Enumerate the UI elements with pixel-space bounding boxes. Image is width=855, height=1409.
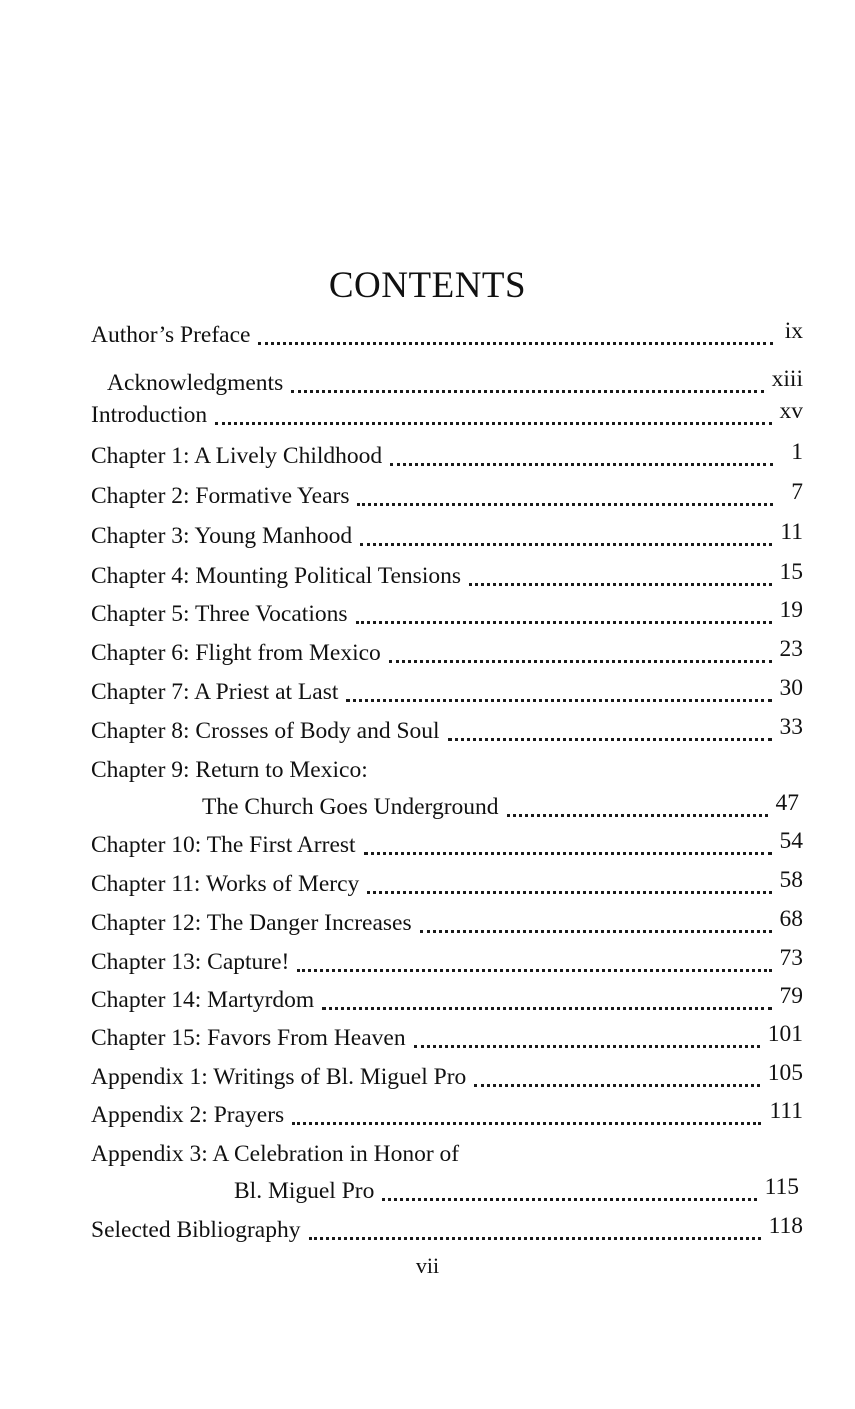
entry-page-number: 101 bbox=[767, 1021, 803, 1047]
toc-entry-chapter-12 bbox=[91, 904, 803, 938]
dot-leader bbox=[356, 607, 772, 624]
entry-title: Chapter 5: Three Vocations bbox=[91, 601, 348, 627]
toc-entry-chapter-5 bbox=[91, 595, 803, 629]
entry-title: Chapter 12: The Danger Increases bbox=[91, 910, 412, 936]
entry-title: Chapter 13: Capture! bbox=[91, 949, 290, 975]
dot-leader bbox=[215, 408, 771, 425]
dot-leader bbox=[420, 916, 772, 933]
entry-page-number: 73 bbox=[779, 945, 803, 971]
entry-title: Chapter 10: The First Arrest bbox=[91, 832, 356, 858]
dot-leader bbox=[346, 685, 771, 702]
entry-page-number: 30 bbox=[779, 675, 803, 701]
entry-page-number: 1 bbox=[791, 439, 803, 465]
toc-entry-authors-preface bbox=[91, 316, 803, 350]
entry-title: Chapter 7: A Priest at Last bbox=[91, 679, 339, 705]
toc-entry-selected-bibliography bbox=[91, 1211, 803, 1245]
page-title: CONTENTS bbox=[328, 265, 527, 306]
entry-title: Chapter 15: Favors From Heaven bbox=[91, 1025, 406, 1051]
toc-entry-chapter-11 bbox=[91, 865, 803, 899]
dot-leader bbox=[360, 529, 772, 546]
dot-leader bbox=[469, 569, 772, 586]
entry-page-number: 11 bbox=[780, 519, 803, 545]
page-number: vii bbox=[415, 1253, 440, 1278]
toc-entry-chapter-13 bbox=[91, 943, 803, 977]
entry-page-number: 115 bbox=[764, 1174, 799, 1200]
entry-page-number: 54 bbox=[779, 828, 803, 854]
dot-leader bbox=[292, 1108, 761, 1125]
dot-leader bbox=[297, 955, 771, 972]
toc-entry-chapter-6 bbox=[91, 634, 803, 668]
entry-title: Introduction bbox=[91, 402, 208, 428]
entry-title: Chapter 1: A Lively Childhood bbox=[91, 443, 383, 469]
entry-page-number: 33 bbox=[779, 714, 803, 740]
entry-title: Acknowledgments bbox=[107, 370, 284, 396]
toc-entry-chapter-1 bbox=[91, 437, 803, 471]
entry-page-number: 7 bbox=[791, 479, 803, 505]
entry-page-number: 105 bbox=[767, 1060, 803, 1086]
toc-entry-chapter-3 bbox=[91, 517, 803, 551]
toc-entry-appendix-3-subtitle bbox=[234, 1172, 799, 1206]
toc-entry-appendix-3 bbox=[91, 1135, 803, 1169]
entry-page-number: xv bbox=[779, 398, 803, 424]
entry-page-number: 79 bbox=[779, 983, 803, 1009]
entry-title: Chapter 2: Formative Years bbox=[91, 483, 350, 509]
entry-title: Appendix 3: A Celebration in Honor of bbox=[91, 1141, 460, 1167]
entry-page-number: 23 bbox=[779, 636, 803, 662]
entry-title: Chapter 3: Young Manhood bbox=[91, 523, 353, 549]
entry-subtitle: Bl. Miguel Pro bbox=[234, 1178, 375, 1204]
entry-page-number: 118 bbox=[768, 1213, 803, 1239]
entry-title: Appendix 2: Prayers bbox=[91, 1102, 285, 1128]
dot-leader bbox=[322, 993, 771, 1010]
entry-page-number: ix bbox=[784, 318, 803, 344]
toc-entry-chapter-9 bbox=[91, 751, 803, 785]
entry-page-number: xiii bbox=[771, 366, 803, 392]
toc-entry-chapter-2 bbox=[91, 477, 803, 511]
entry-title: Chapter 4: Mounting Political Tensions bbox=[91, 563, 461, 589]
dot-leader bbox=[364, 838, 772, 855]
toc-entry-chapter-4 bbox=[91, 557, 803, 591]
entry-title: Chapter 11: Works of Mercy bbox=[91, 871, 360, 897]
dot-leader bbox=[291, 376, 763, 393]
entry-title: Chapter 6: Flight from Mexico bbox=[91, 640, 381, 666]
entry-title: Chapter 8: Crosses of Body and Soul bbox=[91, 718, 440, 744]
entry-page-number: 58 bbox=[779, 867, 803, 893]
dot-leader bbox=[448, 724, 772, 741]
dot-leader bbox=[382, 1184, 756, 1201]
dot-leader bbox=[474, 1070, 759, 1087]
entry-page-number: 47 bbox=[775, 790, 799, 816]
dot-leader bbox=[390, 449, 773, 466]
dot-leader bbox=[258, 328, 773, 345]
entry-page-number: 15 bbox=[779, 559, 803, 585]
entry-title: Author’s Preface bbox=[91, 322, 251, 348]
entry-page-number: 19 bbox=[779, 597, 803, 623]
toc-entry-acknowledgments bbox=[107, 364, 803, 398]
entry-page-number: 111 bbox=[769, 1098, 803, 1124]
entry-subtitle: The Church Goes Underground bbox=[202, 794, 499, 820]
toc-entry-chapter-7 bbox=[91, 673, 803, 707]
entry-title: Appendix 1: Writings of Bl. Miguel Pro bbox=[91, 1064, 467, 1090]
toc-entry-chapter-9-subtitle bbox=[202, 788, 799, 822]
entry-title: Chapter 14: Martyrdom bbox=[91, 987, 315, 1013]
dot-leader bbox=[389, 646, 772, 663]
toc-entry-appendix-2 bbox=[91, 1096, 803, 1130]
entry-page-number: 68 bbox=[779, 906, 803, 932]
toc-entry-chapter-14 bbox=[91, 981, 803, 1015]
toc-entry-introduction bbox=[91, 396, 803, 430]
toc-entry-chapter-8 bbox=[91, 712, 803, 746]
entry-title: Selected Bibliography bbox=[91, 1217, 301, 1243]
dot-leader bbox=[367, 877, 771, 894]
dot-leader bbox=[414, 1031, 760, 1048]
dot-leader bbox=[309, 1223, 761, 1240]
dot-leader bbox=[507, 800, 768, 817]
entry-title: Chapter 9: Return to Mexico: bbox=[91, 757, 368, 783]
dot-leader bbox=[357, 489, 773, 506]
toc-entry-chapter-10 bbox=[91, 826, 803, 860]
toc-entry-appendix-1 bbox=[91, 1058, 803, 1092]
toc-entry-chapter-15 bbox=[91, 1019, 803, 1053]
